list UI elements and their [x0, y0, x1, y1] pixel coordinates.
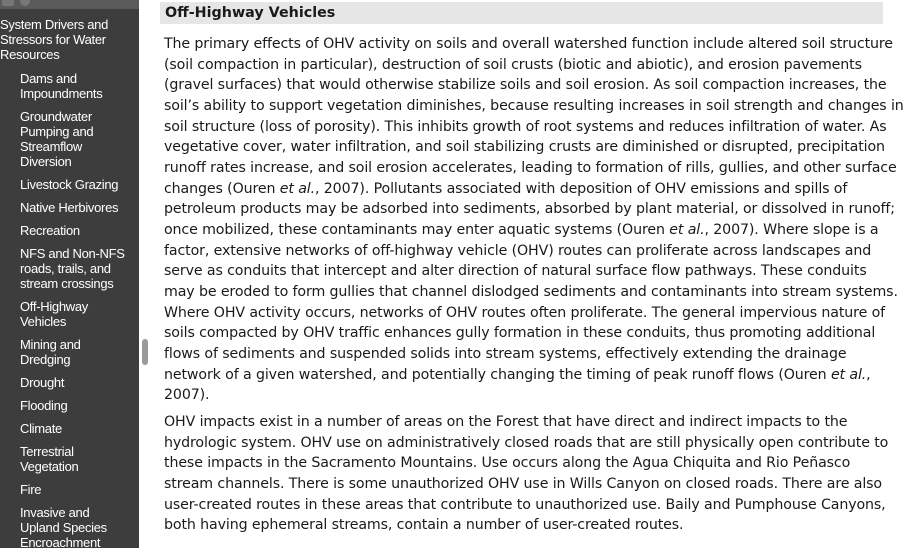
sidebar-item-off-highway-vehicles[interactable] — [20, 299, 138, 329]
citation-et-al: et al. — [279, 180, 315, 197]
sidebar-item-label: Vegetation — [20, 459, 79, 474]
text-line: once mobilized, these contaminants may enter aquatic systems (Ouren et al., 2007). Where slope is a — [164, 221, 879, 238]
sidebar-item-label: Streamflow — [20, 139, 83, 154]
paragraph-1 — [164, 34, 904, 406]
page-title: Off-Highway Vehicles — [160, 2, 883, 24]
menu-icon[interactable] — [2, 0, 14, 6]
sidebar-item-recreation[interactable] — [20, 223, 138, 238]
sidebar-item-label: Livestock Grazing — [20, 177, 119, 192]
sidebar-item-label: Drought — [20, 375, 65, 390]
text-line: soil structure (loss of porosity). This inhibits growth of root systems and reduces infiltration of water. As — [164, 118, 887, 135]
text-line: serve as conduits that intercept and alter direction of natural surface flow pathways. These conduits — [164, 263, 867, 280]
sidebar-item-livestock-grazing[interactable] — [20, 177, 138, 192]
sidebar-toolbar — [0, 0, 139, 9]
sidebar-item-label: stream crossings — [20, 276, 114, 291]
text-line: user-created routes in these areas that contribute to unauthorized use. Baily and Pumphouse Canyons, — [164, 496, 886, 513]
sidebar-item-label: Recreation — [20, 223, 80, 238]
sidebar-item-label: Upland Species — [20, 520, 107, 535]
sidebar-item-groundwater[interactable] — [20, 109, 138, 169]
text-line: Where OHV activity occurs, networks of OHV routes often proliferate. The general impervious nature of — [164, 304, 886, 321]
sidebar-item-terrestrial-vegetation[interactable] — [20, 444, 138, 474]
text-line: factor, extensive networks of off-highway vehicle (OHV) routes can proliferate across landscapes and — [164, 242, 872, 259]
text-line: The primary effects of OHV activity on soils and overall watershed function include altered soil structure — [164, 36, 893, 52]
text-line: OHV impacts exist in a number of areas on the Forest that have direct and indirect impacts to the — [164, 414, 848, 430]
text-line: flows of sediments and suspended solids into stream systems, effectively extending the drainage — [164, 345, 847, 362]
sidebar-item-label: Impoundments — [20, 86, 103, 101]
sidebar-item-label: Native Herbivores — [20, 200, 119, 215]
sidebar-item-label: Groundwater — [20, 109, 92, 124]
text-line: soils compacted by OHV traffic enhances gully formation in these conduits, thus promoting additional — [164, 325, 876, 342]
text-line: (gravel surfaces) that would otherwise stabilize soils and soil erosion. As soil compaction increases, the — [164, 77, 887, 94]
citation-et-al: et al. — [669, 221, 705, 238]
sidebar-item-label: Vehicles — [20, 314, 67, 329]
sidebar-item-native-herbivores[interactable] — [20, 200, 138, 215]
section-title-line: Resources — [0, 47, 60, 62]
text-line: network of a given watershed, and potentially changing the timing of peak runoff flows (Ouren et al., — [164, 366, 871, 383]
section-title-line: Stressors for Water — [0, 32, 106, 47]
sidebar-item-fire[interactable] — [20, 482, 138, 497]
sidebar-item-flooding[interactable] — [20, 398, 138, 413]
sidebar-item-label: Encroachment — [20, 535, 101, 548]
section-title-line: System Drivers and — [0, 17, 109, 32]
sidebar-item-label: Dredging — [20, 352, 71, 367]
sidebar-item-roads-trails[interactable] — [20, 246, 138, 291]
sidebar-item-label: Mining and — [20, 337, 81, 352]
sidebar-item-label: Off-Highway — [20, 299, 88, 314]
sidebar-item-label: Climate — [20, 421, 62, 436]
sidebar-item-label: Fire — [20, 482, 42, 497]
text-line: runoff rates increase, and soil erosion accelerates, leading to formation of rills, gullies, and other surface — [164, 159, 897, 176]
sidebar-item-label: Flooding — [20, 398, 68, 413]
sidebar-item-invasive-species[interactable] — [20, 505, 138, 548]
text-line: petroleum products may be adsorbed into sediments, absorbed by plant material, or dissolved in runoff; — [164, 201, 895, 218]
text-line: hydrologic system. OHV use on administratively closed roads that are still physically open contribute to — [164, 434, 889, 451]
text-line: stream channels. There is some unauthorized OHV use in Wills Canyon on closed roads. There are also — [164, 475, 882, 492]
text-line: 2007). — [164, 387, 210, 404]
sidebar-item-label: roads, trails, and — [20, 261, 111, 276]
text-line: may be eroded to form gullies that channel dislodged sediments and contaminants into stream systems. — [164, 283, 898, 300]
sidebar-section-title[interactable] — [0, 17, 139, 62]
main-content — [151, 0, 913, 548]
toggle-icon[interactable] — [20, 0, 30, 6]
sidebar-item-label: Dams and — [20, 71, 77, 86]
sidebar-item-climate[interactable] — [20, 421, 138, 436]
text-line: changes (Ouren et al., 2007). Pollutants associated with deposition of OHV emissions and spills of — [164, 180, 848, 197]
sidebar-nav — [0, 0, 139, 548]
sidebar-item-label: Invasive and — [20, 505, 90, 520]
text-line: these impacts in the Sacramento Mountains. Use occurs along the Agua Chiquita and Rio Peñasco — [164, 455, 851, 472]
text-line: both having ephemeral streams, contain a number of user-created routes. — [164, 517, 684, 534]
paragraph-2 — [164, 412, 889, 536]
sidebar-item-label: NFS and Non-NFS — [20, 246, 125, 261]
citation-et-al: et al. — [830, 366, 867, 383]
sidebar-item-drought[interactable] — [20, 375, 138, 390]
text-line: (soil compaction in particular), destruction of soil crusts (biotic and abiotic), and erosion pavements — [164, 56, 862, 73]
sidebar-item-dams[interactable] — [20, 71, 138, 101]
sidebar-item-label: Diversion — [20, 154, 72, 169]
text-line: soil’s ability to support vegetation diminishes, because resulting increases in soil strength and changes in — [164, 97, 904, 114]
sidebar-scroll-track — [139, 0, 151, 548]
sidebar-item-mining-dredging[interactable] — [20, 337, 138, 367]
sidebar-item-label: Pumping and — [20, 124, 94, 139]
sidebar-item-label: Terrestrial — [20, 444, 74, 459]
sidebar-scrollbar-thumb[interactable] — [142, 339, 148, 365]
text-line: vegetative cover, water infiltration, and soil stabilizing crusts are diminished or disrupted, precipitation — [164, 139, 885, 156]
